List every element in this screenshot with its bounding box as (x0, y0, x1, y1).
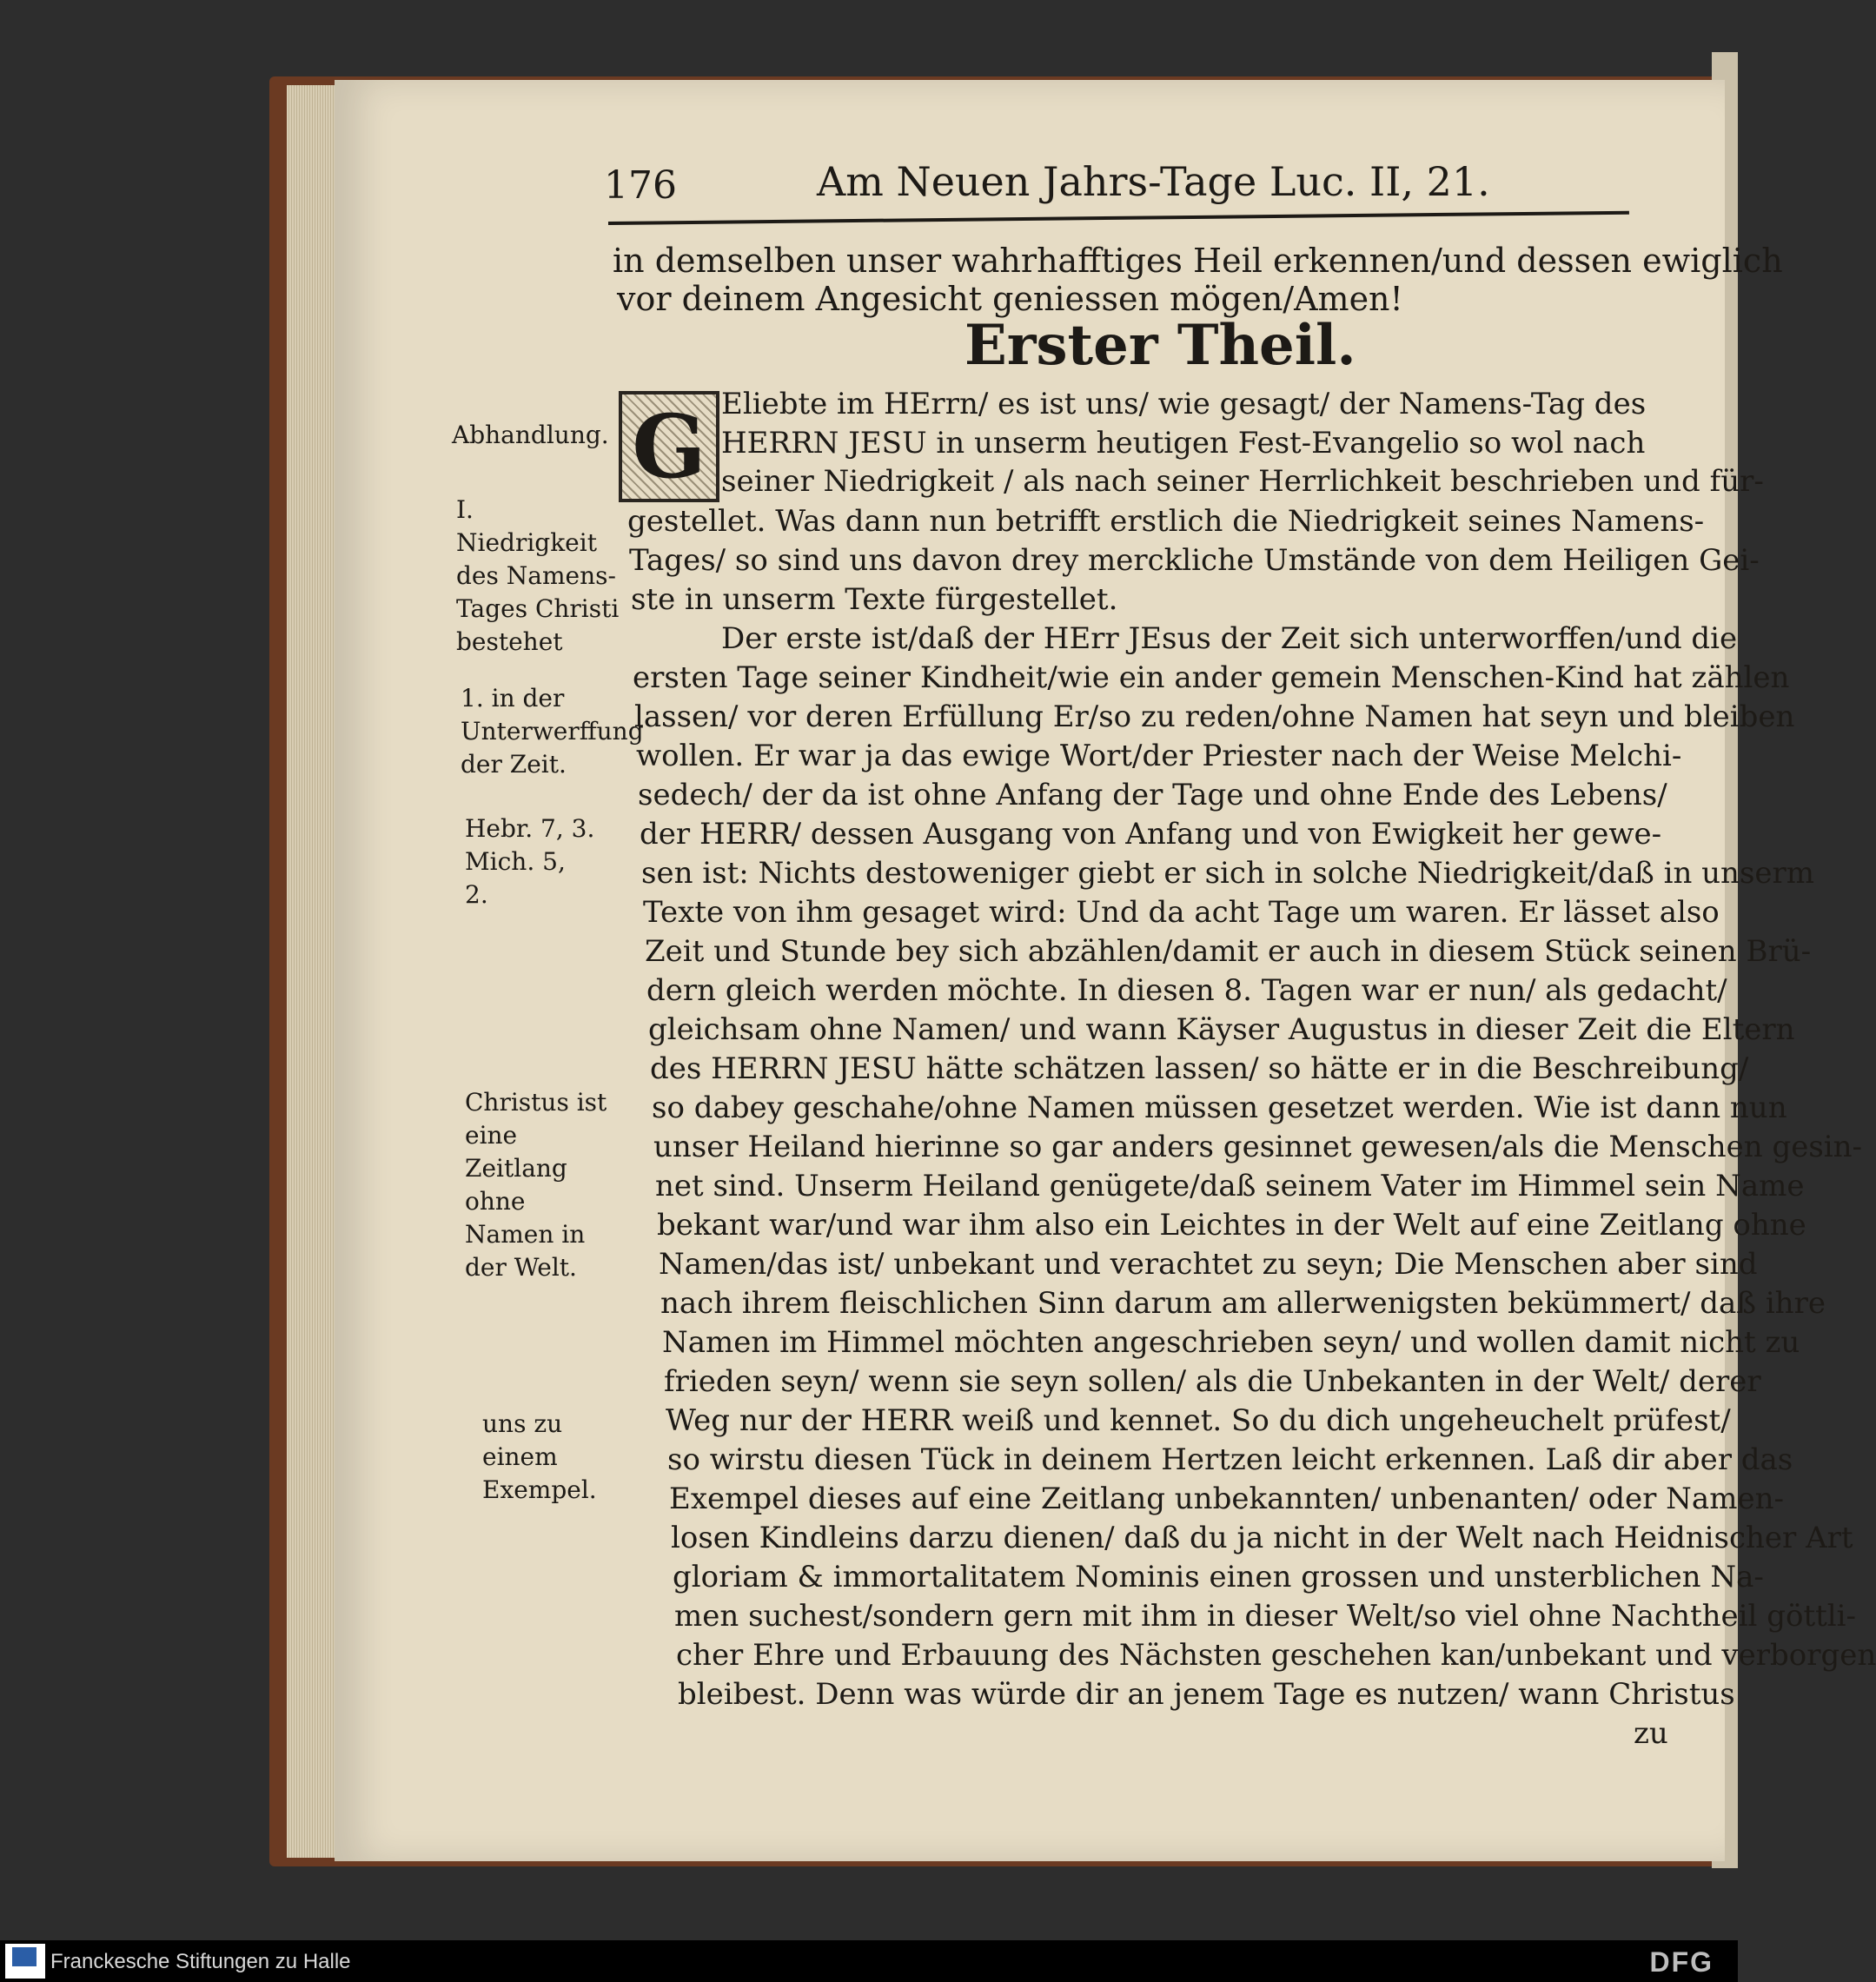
body-line: ste in unserm Texte fürgestellet. (631, 582, 1118, 617)
body-line: Texte von ihm gesaget wird: Und da acht Tage um waren. Er lässet also (643, 895, 1720, 930)
body-line: Zeit und Stunde bey sich abzählen/damit er auch in diesem Stück seinen Brü- (645, 934, 1812, 969)
body-line: unser Heiland hierinne so gar anders gesinnet gewesen/als die Menschen gesin- (653, 1130, 1863, 1164)
running-title: Am Neuen Jahrs-Tage Luc. II, 21. (817, 158, 1490, 205)
body-line: Tages/ so sind uns davon drey merckliche Umstände von dem Heiligen Gei- (629, 543, 1760, 578)
body-line: Namen/das ist/ unbekant und verachtet zu seyn; Die Menschen aber sind (659, 1247, 1758, 1282)
section-title: Erster Theil. (965, 313, 1356, 378)
body-line: sen ist: Nichts destoweniger giebt er sich in solche Niedrigkeit/daß in unserm (641, 856, 1815, 891)
body-line: Eliebte im HErrn/ es ist uns/ wie gesagt/ der Namens-Tag des (721, 387, 1647, 421)
body-line: der HERR/ dessen Ausgang von Anfang und von Ewigkeit her gewe- (640, 817, 1662, 852)
institution-name: Franckesche Stiftungen zu Halle (50, 1950, 351, 1973)
body-line: bleibest. Denn was würde dir an jenem Tage es nutzen/ wann Christus (678, 1677, 1735, 1712)
margin-note: Christus ist eine Zeitlang ohne Namen in der Welt. (465, 1088, 607, 1282)
funder-logo: DFG (1649, 1946, 1714, 1978)
page-number: 176 (604, 163, 677, 208)
body-line: seiner Niedrigkeit / als nach seiner Herrlichkeit beschrieben und für- (721, 464, 1764, 499)
margin-note: uns zu einem Exempel. (482, 1409, 597, 1504)
body-line: Der erste ist/daß der HErr JEsus der Zeit sich unterworffen/und die (721, 621, 1738, 656)
body-line: frieden seyn/ wenn sie seyn sollen/ als die Unbekanten in der Welt/ derer (664, 1364, 1761, 1399)
body-line: losen Kindleins darzu dienen/ daß du ja nicht in der Welt nach Heidnischer Art (671, 1521, 1853, 1555)
margin-note: Abhandlung. (452, 421, 609, 449)
body-line: nach ihrem fleischlichen Sinn darum am allerwenigsten bekümmert/ daß ihre (660, 1286, 1826, 1321)
institution-logo-icon (12, 1947, 36, 1966)
body-line: lassen/ vor deren Erfüllung Er/so zu reden/ohne Namen hat seyn und bleiben (634, 699, 1795, 734)
body-line: Exempel dieses auf eine Zeitlang unbekannten/ unbenanten/ oder Namen- (669, 1482, 1784, 1516)
body-line: vor deinem Angesicht geniessen mögen/Amen! (617, 280, 1403, 318)
catchword: zu (1634, 1716, 1668, 1751)
body-line: Namen im Himmel möchten angeschrieben seyn/ und wollen damit nicht zu (662, 1325, 1800, 1360)
margin-note: 1. in der Unterwerffung der Zeit. (461, 684, 644, 779)
margin-note: Hebr. 7, 3. Mich. 5, 2. (465, 814, 595, 909)
body-line: so wirstu diesen Tück in deinem Hertzen leicht erkennen. Laß dir aber das (667, 1442, 1793, 1477)
body-line: bekant war/und war ihm also ein Leichtes in der Welt auf eine Zeitlang ohne (657, 1208, 1806, 1243)
body-line: HERRN JESU in unserm heutigen Fest-Evangelio so wol nach (721, 426, 1646, 461)
body-line: gloriam & immortalitatem Nominis einen grossen und unsterblichen Na- (673, 1560, 1764, 1594)
body-line: gleichsam ohne Namen/ und wann Käyser Augustus in dieser Zeit die Eltern (648, 1012, 1795, 1047)
margin-note: I. Niedrigkeit des Namens-Tages Christi bestehet (456, 495, 620, 656)
body-line: sedech/ der da ist ohne Anfang der Tage und ohne Ende des Lebens/ (638, 778, 1667, 812)
body-line: in demselben unser wahrhafftiges Heil erkennen/und dessen ewiglich (613, 242, 1783, 280)
body-line: cher Ehre und Erbauung des Nächsten geschehen kan/unbekant und verborgen (676, 1638, 1876, 1673)
body-line: wollen. Er war ja das ewige Wort/der Priester nach der Weise Melchi- (636, 739, 1682, 773)
body-line: gestellet. Was dann nun betrifft erstlich die Niedrigkeit seines Namens- (627, 504, 1705, 539)
decorated-initial: G (619, 391, 719, 502)
body-line: so dabey geschahe/ohne Namen müssen gesetzet werden. Wie ist dann nun (652, 1090, 1787, 1125)
body-line: des HERRN JESU hätte schätzen lassen/ so hätte er in die Beschreibung/ (650, 1051, 1749, 1086)
body-line: men suchest/sondern gern mit ihm in dieser Welt/so viel ohne Nachtheil göttli- (674, 1599, 1856, 1634)
body-line: net sind. Unserm Heiland genügete/daß seinem Vater im Himmel sein Name (655, 1169, 1805, 1203)
body-line: dern gleich werden möchte. In diesen 8. Tagen war er nun/ als gedacht/ (646, 973, 1727, 1008)
body-line: Weg nur der HERR weiß und kennet. So du dich ungeheuchelt prüfest/ (666, 1403, 1731, 1438)
body-line: ersten Tage seiner Kindheit/wie ein ander gemein Menschen-Kind hat zählen (633, 660, 1790, 695)
page-edges (287, 85, 339, 1858)
